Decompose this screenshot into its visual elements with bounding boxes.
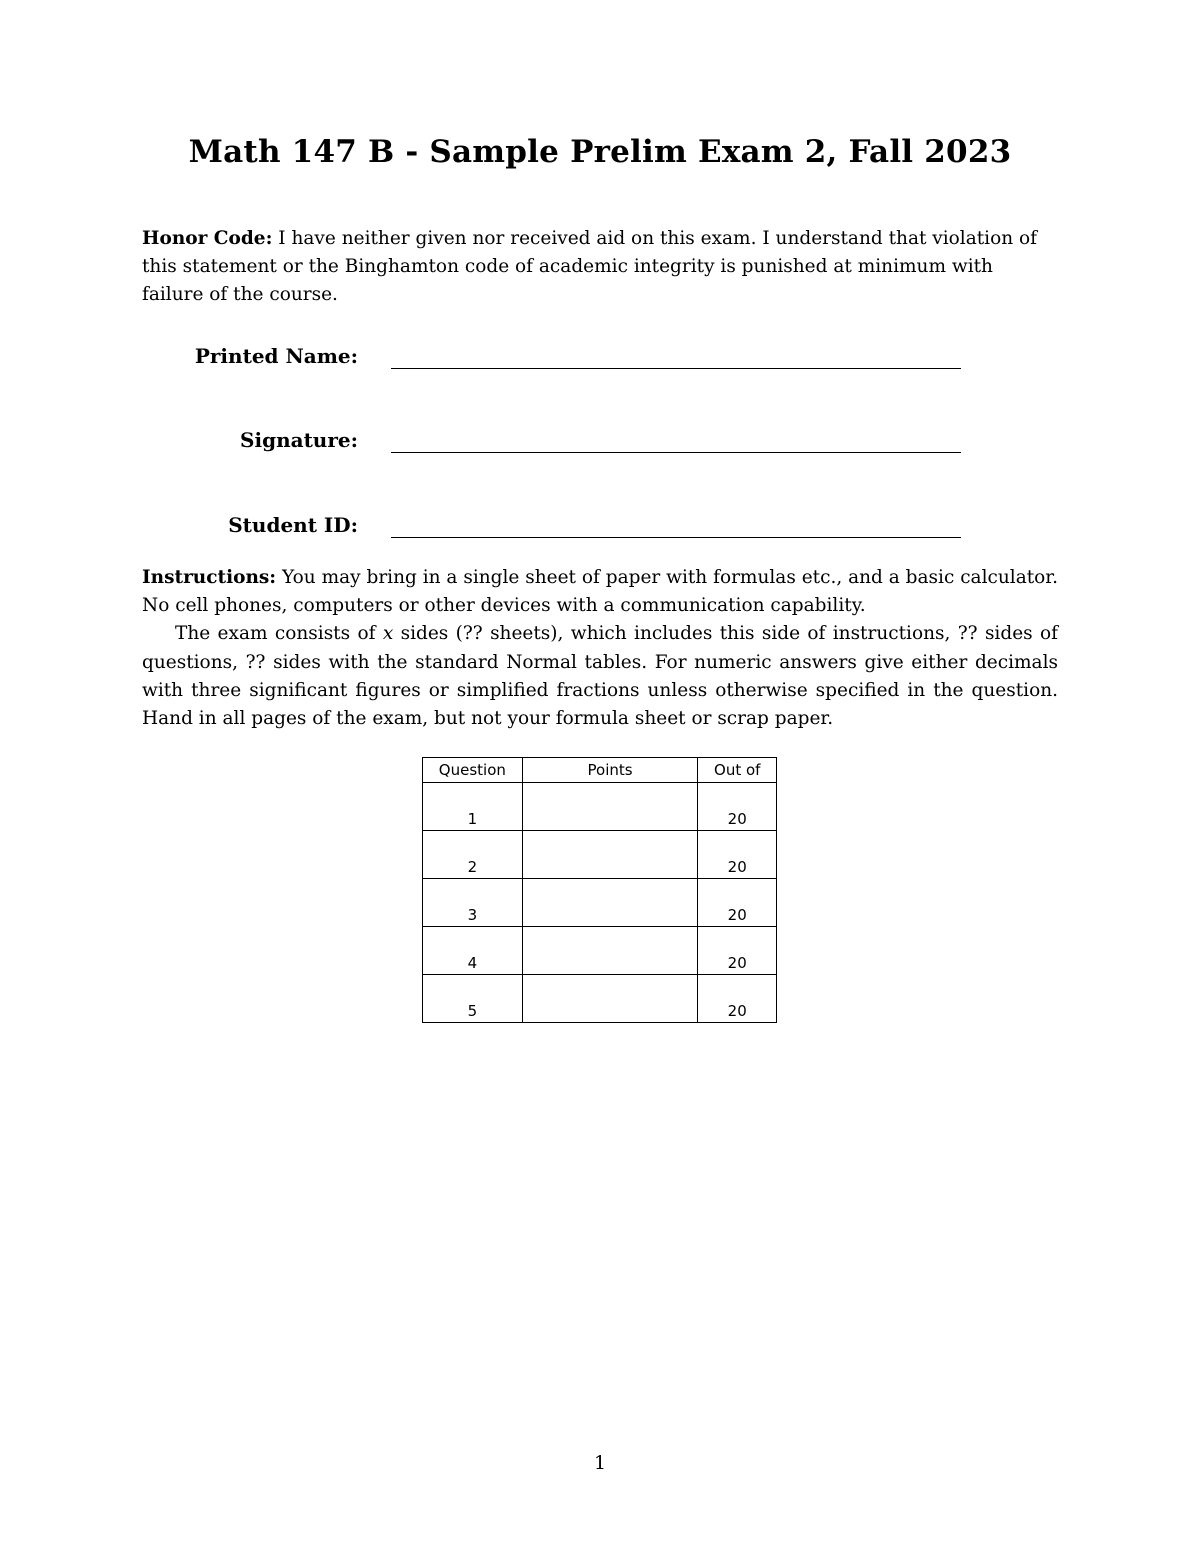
student-id-label: Student ID:: [228, 513, 358, 537]
signature-label: Signature:: [240, 428, 358, 452]
instructions-text-2b: sides (?? sheets), which includes this side of instructions, ?? sides of questions, ?? sides with the standard Normal tables. For numeric answers give either decimals with three significant figures or simplified fractions unless otherwise specified in the question. Hand in all pages of the exam, but not your formula sheet or scrap paper.: [142, 623, 1058, 730]
question-number: 4: [423, 927, 523, 975]
out-of-cell: 20: [698, 879, 777, 927]
instructions-text-2a: The exam consists of: [175, 623, 383, 645]
honor-code-text: I have neither given nor received aid on this exam. I understand that violation of this statement or the Binghamton code of academic integrity is punished at minimum with failure of the course.: [142, 228, 1038, 306]
out-of-cell: 20: [698, 975, 777, 1023]
score-table-header: [423, 758, 777, 783]
question-number: 3: [423, 879, 523, 927]
honor-code-label: Honor Code:: [142, 228, 273, 249]
printed-name-label: Printed Name:: [194, 344, 358, 368]
points-cell[interactable]: [522, 927, 698, 975]
out-of-cell: 20: [698, 831, 777, 879]
question-number: 1: [423, 783, 523, 831]
points-cell[interactable]: [522, 879, 698, 927]
instructions-text-1: You may bring in a single sheet of paper with formulas etc., and a basic calculator. No cell phones, computers or other devices with a communication capability.: [142, 567, 1058, 617]
page-title: Math 147 B - Sample Prelim Exam 2, Fall 2023: [188, 134, 1012, 170]
question-number: 2: [423, 831, 523, 879]
out-of-cell: 20: [698, 927, 777, 975]
table-row: [423, 975, 777, 1023]
question-number: 5: [423, 975, 523, 1023]
header-out-of: Out of: [698, 758, 777, 783]
table-row: [423, 927, 777, 975]
signature-line[interactable]: [391, 452, 961, 453]
instructions-paragraph-1: [142, 564, 1058, 620]
score-table: [422, 757, 777, 1023]
points-cell[interactable]: [522, 831, 698, 879]
page-number: 1: [593, 1452, 607, 1474]
header-points: Points: [522, 758, 698, 783]
out-of-cell: 20: [698, 783, 777, 831]
instructions-label: Instructions:: [142, 567, 277, 588]
instructions: [142, 564, 1058, 733]
table-row: [423, 783, 777, 831]
header-question: Question: [423, 758, 523, 783]
instructions-paragraph-2: [142, 620, 1058, 733]
table-row: [423, 831, 777, 879]
table-row: [423, 879, 777, 927]
instructions-variable: x: [382, 623, 394, 645]
student-id-line[interactable]: [391, 537, 961, 538]
points-cell[interactable]: [522, 783, 698, 831]
honor-code: [142, 225, 1058, 310]
printed-name-line[interactable]: [391, 368, 961, 369]
points-cell[interactable]: [522, 975, 698, 1023]
